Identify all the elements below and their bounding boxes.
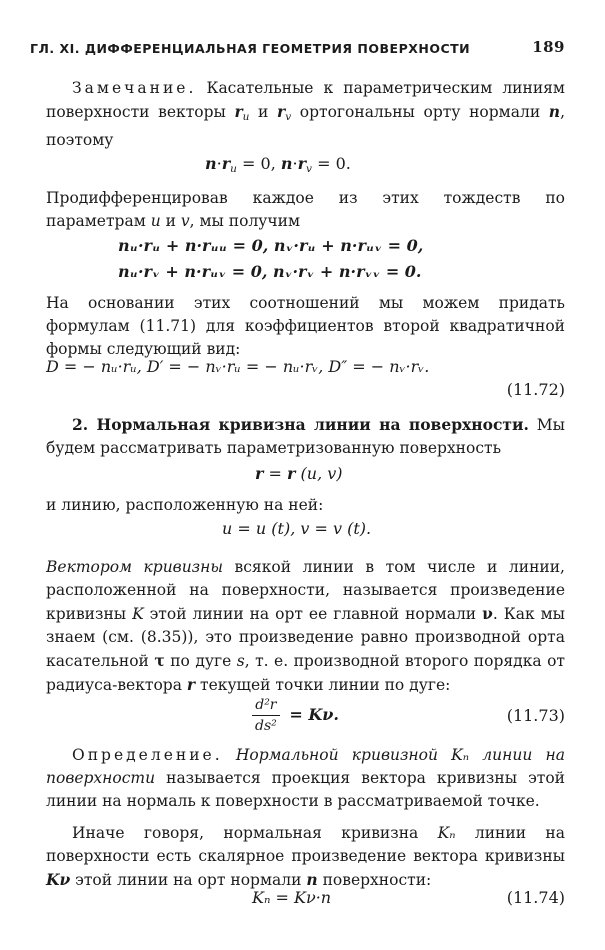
equation-11-74: Kₙ = Kν·n [252, 888, 332, 907]
term-curvature-vector: Вектором кривизны [46, 558, 223, 576]
page-header [30, 38, 565, 60]
curvature-vector-paragraph: Вектором кривизны всякой линии в том числе и линии, расположенной на поверхности, называется произведение кривизны K этой линии на орт ее главной нормали ν. Как мы знаем (см. (8.35)), это произведение равно производной орта касательной τ по дуге s, т. е. производной второго порядка от радиуса-вектора r текущей точки линии по дуге: [46, 558, 566, 694]
definition-paragraph: Определение. Нормальной кривизной Kₙ линии на поверхности называется проекция вектора кривизны этой линии на нормаль к поверхности в рассматриваемой точке. [46, 746, 565, 810]
fraction: $\frac{\text{d²r}}{\text{ds²}}$ [252, 695, 280, 736]
basis-paragraph: На основании этих соотношений мы можем придать формулам (11.71) для коэффициентов второй квадратичной формы следующий вид: [46, 294, 565, 358]
equation-system-line-2: nᵤ·rᵥ + n·rᵤᵥ = 0, nᵥ·rᵥ + n·rᵥᵥ = 0. [118, 262, 422, 281]
equation-number-11-72: (11.72) [506, 380, 565, 399]
page-number: 189 [532, 38, 565, 56]
equation-surface: r = r (u, v) [255, 464, 343, 483]
equation-n-ru-rv: $n\cdot r_u = 0$, $n\cdot r_v = 0$. [205, 154, 351, 175]
equation-system-line-1: nᵤ·rᵤ + n·rᵤᵤ = 0, nᵥ·rᵤ + n·rᵤᵥ = 0, [118, 236, 424, 255]
equation-number-11-73: (11.73) [506, 706, 565, 725]
differentiation-paragraph: Продифференцировав каждое из этих тождеств по параметрам u и v, мы получим [46, 189, 565, 230]
equation-11-73: $\frac{\text{d²r}}{\text{ds²}}$ = Kν. [252, 695, 339, 736]
running-title: ГЛ. XI. ДИФФЕРЕНЦИАЛЬНАЯ ГЕОМЕТРИЯ ПОВЕРХНОСТИ [30, 41, 471, 56]
equation-11-72: D = − nᵤ·rᵤ, D′ = − nᵥ·rᵤ = − nᵤ·rᵥ, D″ = − nᵥ·rᵥ. [46, 357, 430, 376]
remark-paragraph: Замечание. Касательные к параметрическим линиям поверхности векторы $r_u$ и $r_v$ ортогональны орту нормали n, поэтому [46, 79, 565, 149]
equation-line-param: u = u (t), v = v (t). [222, 519, 372, 538]
otherwise-paragraph: Иначе говоря, нормальная кривизна Kₙ линии на поверхности есть скалярное произведение вектора кривизны Kν этой линии на орт нормали n поверхности: [46, 824, 565, 889]
definition-lead: Определение. [72, 746, 223, 764]
equation-number-11-74: (11.74) [506, 888, 565, 907]
line-intro: и линию, расположенную на ней: [46, 496, 324, 514]
section-2-heading: 2. Нормальная кривизна линии на поверхности. [72, 415, 529, 434]
section-2-paragraph: 2. Нормальная кривизна линии на поверхности. Мы будем рассматривать параметризованную поверхность [46, 415, 565, 457]
remark-lead: Замечание. [72, 79, 197, 97]
